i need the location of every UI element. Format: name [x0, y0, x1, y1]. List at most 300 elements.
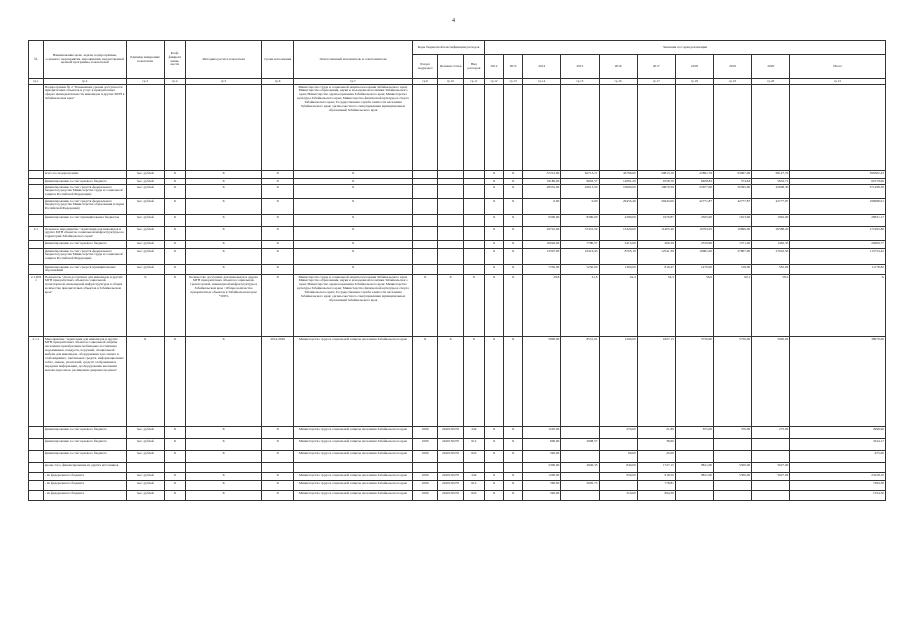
row-year-value: Х	[504, 451, 523, 463]
row-year-value: 45613,50	[561, 185, 599, 199]
row-method: Х	[185, 481, 261, 491]
row-coef	[164, 85, 185, 171]
row-year-value	[599, 85, 637, 171]
row-year-value: 1827,15	[637, 337, 675, 427]
row-name: - из федерального бюджета	[43, 473, 126, 481]
row-number	[29, 241, 44, 249]
row-name: финансирование за счет краевого бюджета	[43, 427, 126, 439]
col-number: гр.4	[164, 79, 185, 85]
table-row	[29, 275, 886, 337]
row-year-value: 44,4	[599, 275, 637, 337]
row-unit: тыс. рублей	[126, 451, 164, 463]
col-number: гр.5	[185, 79, 261, 85]
row-year-value: 58,2	[752, 275, 790, 337]
row-name: финансирование за счет краевого бюджета	[43, 179, 126, 185]
row-year-value: 11405,46	[637, 227, 675, 241]
row-name: финансирование за счет средств федерального бюджета (средства Министерства труда и социальной защиты Российской Федерации)	[43, 249, 126, 265]
row-year-value: 630,00	[599, 473, 637, 481]
row-target	[438, 199, 463, 215]
header-year: 2017	[637, 55, 675, 79]
row-number	[29, 249, 44, 265]
row-year-value: 60,1	[714, 275, 752, 337]
row-year-value: Х	[504, 171, 523, 179]
row-year-value: 57212,00	[523, 171, 561, 179]
row-total: 38979,06	[790, 337, 886, 427]
header-year: 2015	[561, 55, 599, 79]
header-values-group: Значения по годам реализации	[485, 41, 886, 55]
row-total: 60178,06	[790, 179, 886, 185]
header-total: Итого	[790, 55, 886, 79]
row-responsible: Министерство труда и социальной защиты населения Забайкальского края	[294, 427, 413, 439]
row-exp-type: Х	[463, 337, 484, 427]
table-row	[29, 85, 886, 171]
header-year: 2012	[485, 55, 504, 79]
row-coef: Х	[164, 481, 185, 491]
row-year-value: Х	[485, 451, 504, 463]
col-number: гр.15	[561, 79, 599, 85]
row-unit: тыс. рублей	[126, 473, 164, 481]
row-responsible: Х	[294, 227, 413, 241]
row-year-value: 1913,00	[714, 215, 752, 227]
row-year-value	[714, 85, 752, 171]
row-year-value: 50395,00	[714, 185, 752, 199]
header-year: 2014	[523, 55, 561, 79]
row-total: 1554,50	[790, 491, 886, 501]
row-year-value: 574,63	[714, 179, 752, 185]
row-total	[790, 85, 886, 171]
row-target: 2420150270	[438, 439, 463, 451]
row-target	[438, 241, 463, 249]
row-term	[262, 463, 294, 473]
row-year-value	[752, 439, 790, 451]
row-coef: Х	[164, 337, 185, 427]
row-method: Х	[185, 427, 261, 439]
row-section: Х	[412, 337, 437, 427]
row-year-value: 21,89	[637, 427, 675, 439]
row-total: Х	[790, 275, 886, 337]
row-unit: тыс. рублей	[126, 241, 164, 249]
row-year-value: 600,00	[523, 439, 561, 451]
row-exp-type	[463, 185, 484, 199]
row-year-value: 27807,00	[714, 249, 752, 265]
header-exp-type: Вид расходов	[463, 55, 484, 79]
table-row	[29, 439, 886, 451]
row-year-value: Х	[485, 227, 504, 241]
page-number: 4	[452, 18, 455, 24]
row-year-value: 210,00	[599, 491, 637, 501]
row-coef: Х	[164, 241, 185, 249]
row-exp-type	[463, 215, 484, 227]
row-year-value: 816,47	[637, 265, 675, 275]
row-year-value	[752, 491, 790, 501]
col-number: гр.20	[752, 79, 790, 85]
row-year-value: 45908,30	[752, 185, 790, 199]
row-unit: тыс. рублей	[126, 171, 164, 179]
row-year-value	[599, 481, 637, 491]
row-name: финансирование за счет краевого бюджета	[43, 241, 126, 249]
col-number: гр.17	[637, 79, 675, 85]
row-year-value	[561, 85, 599, 171]
row-section	[412, 171, 437, 179]
row-target	[438, 249, 463, 265]
row-coef: Х	[164, 473, 185, 481]
row-exp-type	[463, 171, 484, 179]
row-responsible: Министерство труда и социальной защиты населения Забайкальского края	[294, 451, 413, 463]
row-responsible: Министерство труда и социальной защиты населения Забайкальского края	[294, 473, 413, 481]
row-year-value	[752, 481, 790, 491]
row-unit: тыс. рублей	[126, 481, 164, 491]
row-year-value: 1992,00	[752, 215, 790, 227]
row-year-value	[599, 439, 637, 451]
row-year-value: Х	[504, 227, 523, 241]
row-year-value: 8705,10	[599, 249, 637, 265]
row-section: 1006	[412, 473, 437, 481]
row-unit: тыс. рублей	[126, 265, 164, 275]
row-responsible: Министерство труда и социальной защиты населения Забайкальского края	[294, 481, 413, 491]
row-total: 115754,42	[790, 249, 886, 265]
row-year-value: 28,8	[523, 275, 561, 337]
row-name: Мероприятие "Адаптация для инвалидов и других МГН приоритетных объектов социальной защиты населения: приобретение мобильных лестничных подъемников, пандусов, поручней, специальной мебели для инвалидов, оборудования для слепых и слабовидящих, тактильных средств, информационных табло, знаков, указателей, средств отображения и передачи информации, дооборудование кнопками вызова персонала, расширение дверных проемов"	[43, 337, 126, 427]
row-year-value: 0,00	[561, 199, 599, 215]
col-number: гр.2	[43, 79, 126, 85]
row-target	[438, 85, 463, 171]
row-unit: тыс. рублей	[126, 215, 164, 227]
row-number	[29, 427, 44, 439]
row-year-value: 1290,00	[599, 337, 637, 427]
row-number	[29, 463, 44, 473]
row-year-value: Х	[504, 491, 523, 501]
row-year-value: 5627,00	[752, 463, 790, 473]
row-year-value: 5750,00	[675, 337, 713, 427]
row-year-value	[675, 491, 713, 501]
header-method: Методика расчета показателя	[185, 41, 261, 79]
row-year-value: 99127,70	[752, 171, 790, 179]
row-name: - из федерального бюджета	[43, 481, 126, 491]
row-method: Х	[185, 249, 261, 265]
row-number	[29, 171, 44, 179]
row-year-value: Х	[485, 275, 504, 337]
row-year-value	[485, 463, 504, 473]
row-exp-type	[463, 265, 484, 275]
row-section: Х	[412, 275, 437, 337]
row-year-value: 778,81	[637, 481, 675, 491]
table-row	[29, 451, 886, 463]
row-exp-type: 612	[463, 481, 484, 491]
row-exp-type: 612	[463, 439, 484, 451]
row-year-value: 28532,00	[523, 185, 561, 199]
row-year-value: 518,00	[714, 265, 752, 275]
row-total: 371498,39	[790, 185, 886, 199]
row-year-value: 29722,00	[523, 227, 561, 241]
row-year-value: 42777,87	[752, 199, 790, 215]
row-responsible: Х	[294, 215, 413, 227]
row-year-value	[714, 491, 752, 501]
row-section: 1006	[412, 451, 437, 463]
row-term: Х	[262, 451, 294, 463]
row-name: Основное мероприятие "Адаптация для инвалидов и других МГН объектов социальной инфраструктуры на территории Забайкальского края"	[43, 227, 126, 241]
row-total: 20609,77	[790, 241, 886, 249]
row-coef: Х	[164, 451, 185, 463]
row-name: финансирование за счет краевого бюджета	[43, 451, 126, 463]
row-method	[185, 463, 261, 473]
row-year-value: Х	[485, 481, 504, 491]
row-year-value: 675,00	[675, 427, 713, 439]
row-year-value: 42771,87	[675, 199, 713, 215]
col-number: гр.13	[504, 79, 523, 85]
row-section	[412, 85, 437, 171]
row-year-value: Х	[504, 215, 523, 227]
row-year-value: 2559,96	[675, 241, 713, 249]
row-year-value: Х	[504, 473, 523, 481]
row-coef: Х	[164, 491, 185, 501]
row-number	[29, 481, 44, 491]
header-year: 2019	[714, 55, 752, 79]
row-target: Х	[438, 275, 463, 337]
row-year-value: 370,00	[714, 427, 752, 439]
row-year-value: 1100,00	[523, 427, 561, 439]
row-year-value: 13597,00	[523, 249, 561, 265]
row-name: - из федерального бюджета	[43, 491, 126, 501]
row-exp-type: 244	[463, 427, 484, 439]
col-number: гр.16	[599, 79, 637, 85]
row-year-value: 406,39	[637, 241, 675, 249]
row-year-value: 2908,57	[561, 439, 599, 451]
row-year-value: 37431,50	[561, 227, 599, 241]
row-target: 2420150270	[438, 451, 463, 463]
header-year: 2020	[752, 55, 790, 79]
row-year-value: Х	[485, 171, 504, 179]
row-target	[438, 185, 463, 199]
row-year-value	[561, 473, 599, 481]
row-number	[29, 491, 44, 501]
col-number: гр.10	[438, 79, 463, 85]
row-name: финансирование за счет муниципальных бюджетов	[43, 215, 126, 227]
row-year-value: 9821,00	[675, 473, 713, 481]
row-total: 3224,17	[790, 439, 886, 451]
row-method: Х	[185, 451, 261, 463]
row-total: 11178,82	[790, 265, 886, 275]
row-year-value: Х	[504, 199, 523, 215]
row-year-value	[675, 439, 713, 451]
row-term: Х	[262, 473, 294, 481]
table-row	[29, 491, 886, 501]
row-year-value: 5627,00	[752, 473, 790, 481]
row-term: Х	[262, 171, 294, 179]
row-year-value: 41,6	[561, 275, 599, 337]
row-term: Х	[262, 199, 294, 215]
row-year-value: 2565,00	[675, 215, 713, 227]
row-section	[412, 249, 437, 265]
row-method: Х	[185, 185, 261, 199]
row-term	[262, 85, 294, 171]
row-section	[412, 185, 437, 199]
table-row	[29, 427, 886, 439]
row-year-value: Х	[504, 265, 523, 275]
row-year-value: 2299,00	[599, 215, 637, 227]
row-responsible: Х	[294, 185, 413, 199]
row-year-value: Х	[504, 427, 523, 439]
row-year-value: 2300,00	[523, 463, 561, 473]
header-responsible: Ответственный исполнитель и соисполнители	[294, 41, 413, 79]
row-section	[412, 463, 437, 473]
row-coef: Х	[164, 199, 185, 215]
row-year-value: 5900,00	[523, 337, 561, 427]
row-year-value: 45,00	[637, 451, 675, 463]
row-total: 399582,43	[790, 171, 886, 179]
row-year-value: 56,0	[675, 275, 713, 337]
table-row	[29, 265, 886, 275]
row-total: 2998,90	[790, 427, 886, 439]
row-section: 1006	[412, 439, 437, 451]
row-method: Х	[185, 241, 261, 249]
header-target: Целевая статья	[438, 55, 463, 79]
row-exp-type	[463, 227, 484, 241]
row-number: 2.1.ПП 1	[29, 275, 44, 337]
row-year-value	[504, 463, 523, 473]
row-year-value: Х	[485, 215, 504, 227]
row-year-value: 93067,00	[714, 171, 752, 179]
row-year-value: Х	[485, 427, 504, 439]
row-year-value: 270,00	[599, 427, 637, 439]
table-row	[29, 171, 886, 179]
row-year-value: 1727,15	[637, 463, 675, 473]
col-number: гр.3	[126, 79, 164, 85]
row-target	[438, 171, 463, 179]
row-exp-type: 244	[463, 473, 484, 481]
row-year-value	[714, 451, 752, 463]
row-exp-type	[463, 85, 484, 171]
row-method: Х	[185, 227, 261, 241]
row-year-value: 2415,00	[599, 241, 637, 249]
row-year-value: 62713,17	[561, 171, 599, 179]
row-target	[438, 215, 463, 227]
row-year-value: Х	[485, 199, 504, 215]
row-year-value: 1470,00	[675, 265, 713, 275]
row-year-value: 540,00	[523, 491, 561, 501]
row-year-value	[561, 427, 599, 439]
row-year-value: 19670,59	[637, 185, 675, 199]
row-year-value: 42777,87	[714, 199, 752, 215]
row-year-value: 8390,00	[561, 215, 599, 227]
row-coef: Х	[164, 439, 185, 451]
row-number	[29, 473, 44, 481]
row-section: 1006	[412, 427, 437, 439]
row-unit: %	[126, 275, 164, 337]
row-year-value: 840,00	[599, 463, 637, 473]
row-method: Х	[185, 337, 261, 427]
row-year-value: 5695,73	[561, 481, 599, 491]
row-year-value: 10990,00	[599, 185, 637, 199]
row-year-value: 54,3	[637, 275, 675, 337]
row-term: Х	[262, 179, 294, 185]
row-total: 23228,10	[790, 473, 886, 481]
row-exp-type	[463, 241, 484, 249]
row-total: 7284,58	[790, 481, 886, 491]
header-no: №	[29, 41, 44, 79]
row-year-value: 8531,91	[561, 337, 599, 427]
row-year-value	[714, 481, 752, 491]
col-number: гр.18	[675, 79, 713, 85]
row-section: 1006	[412, 481, 437, 491]
header-section: Раздел подраздел	[412, 55, 437, 79]
row-method: Х	[185, 491, 261, 501]
table-row	[29, 199, 886, 215]
row-number	[29, 185, 44, 199]
col-number: гр.9	[412, 79, 437, 85]
row-target	[438, 463, 463, 473]
row-year-value: 9821,00	[675, 463, 713, 473]
row-name: финансирование за счет средств федерального бюджета (средства Министерства образования и науки Российской Федерации)	[43, 199, 126, 215]
row-year-value: 6408,83	[675, 179, 713, 185]
row-exp-type	[463, 249, 484, 265]
header-unit: Единица измерения/ показатели	[126, 41, 164, 79]
row-year-value: 12081,20	[599, 179, 637, 185]
row-target: 2420150270	[438, 481, 463, 491]
row-method: Х	[185, 265, 261, 275]
table-row	[29, 249, 886, 265]
row-coef: Х	[164, 249, 185, 265]
row-responsible: Х	[294, 179, 413, 185]
row-year-value: 694,30	[637, 491, 675, 501]
row-unit: Х	[126, 337, 164, 427]
row-number	[29, 85, 44, 171]
row-year-value	[675, 451, 713, 463]
row-term: Х	[262, 249, 294, 265]
header-year: 2016	[599, 55, 637, 79]
row-exp-type	[463, 199, 484, 215]
row-year-value: 9603,57	[561, 179, 599, 185]
row-term: Х	[262, 439, 294, 451]
col-number: гр.21	[790, 79, 886, 85]
row-year-value: Х	[485, 337, 504, 427]
row-number	[29, 215, 44, 227]
row-year-value: Х	[504, 439, 523, 451]
row-year-value	[523, 85, 561, 171]
row-year-value: 90,00	[599, 451, 637, 463]
row-year-value	[504, 85, 523, 171]
row-year-value: 9158,70	[637, 179, 675, 185]
table-row	[29, 185, 886, 199]
row-total: 199998,01	[790, 199, 886, 215]
row-total: 171093,86	[790, 227, 886, 241]
row-responsible: Министерство труда и социальной защиты населения Забайкальского края; Министерство образования, науки и молодежной политики Забайкальского края; Министерство здравоохранения Забайкальского края; Министерство культуры Забайкальского края; Министерство физической культуры и спорта Забайкальского края; Государственная служба занятости населения Забайкальского края; органы местного самоуправления муниципальных образований Забайкальского края	[294, 85, 413, 171]
row-year-value: 20813,16	[637, 171, 675, 179]
row-number: 2.1	[29, 227, 44, 241]
row-year-value: 7250,00	[523, 265, 561, 275]
row-section: 1006	[412, 491, 437, 501]
row-year-value: Х	[485, 185, 504, 199]
table-row	[29, 227, 886, 241]
row-year-value: 29443,00	[637, 199, 675, 215]
col-number: гр.14	[523, 79, 561, 85]
row-year-value: 1200,00	[523, 473, 561, 481]
row-coef	[164, 463, 185, 473]
row-term: Х	[262, 215, 294, 227]
row-year-value: Х	[504, 337, 523, 427]
row-coef: Х	[164, 215, 185, 227]
row-year-value: 1300,00	[599, 265, 637, 275]
row-term: Х	[262, 265, 294, 275]
row-year-value: Х	[504, 275, 523, 337]
row-responsible	[294, 463, 413, 473]
row-year-value: 2846,33	[561, 463, 599, 473]
row-year-value: 5652,71	[752, 179, 790, 185]
row-coef: Х	[164, 275, 185, 337]
row-year-value	[752, 451, 790, 463]
row-year-value: 43796,60	[599, 171, 637, 179]
row-term: 2014-2020	[262, 337, 294, 427]
row-target: 2420150270	[438, 427, 463, 439]
